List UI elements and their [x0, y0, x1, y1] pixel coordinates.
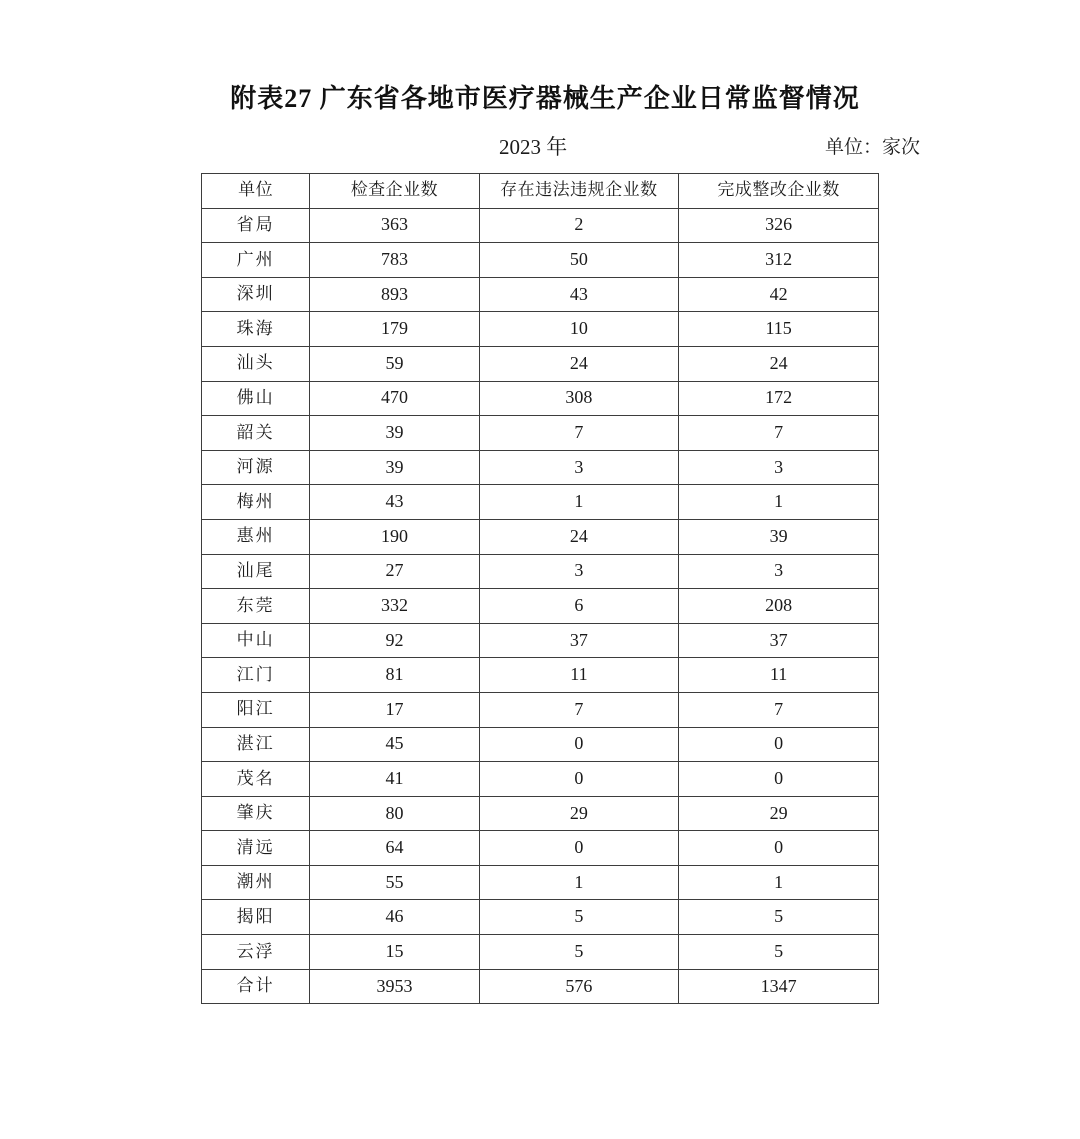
- cell-violations: 7: [479, 692, 679, 727]
- cell-unit: 阳江: [202, 692, 310, 727]
- cell-inspected: 39: [310, 450, 479, 485]
- supervision-table: [201, 173, 879, 1004]
- cell-inspected: 80: [310, 796, 479, 831]
- cell-rectified: 5: [679, 900, 879, 935]
- cell-violations: 11: [479, 658, 679, 693]
- cell-unit: 惠州: [202, 519, 310, 554]
- cell-unit: 云浮: [202, 935, 310, 970]
- cell-violations: 308: [479, 381, 679, 416]
- cell-rectified: 24: [679, 346, 879, 381]
- column-header-violations: 存在违法违规企业数: [479, 174, 679, 209]
- column-header-inspected: 检查企业数: [310, 174, 479, 209]
- cell-rectified: 7: [679, 416, 879, 451]
- cell-inspected: 92: [310, 623, 479, 658]
- table-row: [202, 519, 879, 554]
- table-row: [202, 243, 879, 278]
- cell-unit: 汕头: [202, 346, 310, 381]
- cell-unit: 省局: [202, 208, 310, 243]
- table-row: [202, 277, 879, 312]
- cell-unit: 潮州: [202, 865, 310, 900]
- cell-rectified: 3: [679, 554, 879, 589]
- cell-inspected: 783: [310, 243, 479, 278]
- cell-inspected: 43: [310, 485, 479, 520]
- unit-label: 单位：家次: [824, 137, 920, 158]
- cell-inspected: 363: [310, 208, 479, 243]
- cell-violations: 50: [479, 243, 679, 278]
- table-row: [202, 900, 879, 935]
- column-header-unit: 单位: [202, 174, 310, 209]
- table-total-row: [202, 969, 879, 1004]
- cell-rectified: 115: [679, 312, 879, 347]
- cell-unit: 韶关: [202, 416, 310, 451]
- cell-rectified: 326: [679, 208, 879, 243]
- cell-unit: 肇庆: [202, 796, 310, 831]
- table-header-row: [202, 174, 879, 209]
- cell-rectified: 5: [679, 935, 879, 970]
- table-row: [202, 208, 879, 243]
- cell-violations: 3: [479, 450, 679, 485]
- cell-rectified: 0: [679, 762, 879, 797]
- cell-unit: 茂名: [202, 762, 310, 797]
- table-row: [202, 692, 879, 727]
- cell-unit: 汕尾: [202, 554, 310, 589]
- year-label: 2023 年: [499, 135, 568, 159]
- cell-rectified: 7: [679, 692, 879, 727]
- cell-unit: 合计: [202, 969, 310, 1004]
- cell-inspected: 190: [310, 519, 479, 554]
- page-title: 附表27 广东省各地市医疗器械生产企业日常监督情况: [230, 84, 860, 113]
- cell-unit: 珠海: [202, 312, 310, 347]
- cell-violations: 43: [479, 277, 679, 312]
- cell-inspected: 17: [310, 692, 479, 727]
- cell-violations: 0: [479, 727, 679, 762]
- cell-violations: 576: [479, 969, 679, 1004]
- table-row: [202, 935, 879, 970]
- cell-inspected: 3953: [310, 969, 479, 1004]
- table-row: [202, 762, 879, 797]
- cell-violations: 3: [479, 554, 679, 589]
- cell-violations: 10: [479, 312, 679, 347]
- cell-rectified: 1: [679, 865, 879, 900]
- column-header-rectified: 完成整改企业数: [679, 174, 879, 209]
- cell-violations: 7: [479, 416, 679, 451]
- cell-violations: 37: [479, 623, 679, 658]
- cell-unit: 中山: [202, 623, 310, 658]
- cell-inspected: 45: [310, 727, 479, 762]
- cell-inspected: 15: [310, 935, 479, 970]
- cell-violations: 0: [479, 762, 679, 797]
- table-row: [202, 796, 879, 831]
- cell-inspected: 55: [310, 865, 479, 900]
- cell-rectified: 172: [679, 381, 879, 416]
- cell-inspected: 179: [310, 312, 479, 347]
- cell-unit: 河源: [202, 450, 310, 485]
- table-row: [202, 346, 879, 381]
- table-row: [202, 831, 879, 866]
- table-row: [202, 312, 879, 347]
- cell-rectified: 11: [679, 658, 879, 693]
- cell-unit: 清远: [202, 831, 310, 866]
- data-table-wrapper: [201, 173, 879, 1004]
- cell-rectified: 208: [679, 589, 879, 624]
- cell-inspected: 64: [310, 831, 479, 866]
- cell-violations: 29: [479, 796, 679, 831]
- cell-inspected: 81: [310, 658, 479, 693]
- cell-violations: 5: [479, 900, 679, 935]
- cell-inspected: 470: [310, 381, 479, 416]
- cell-inspected: 46: [310, 900, 479, 935]
- cell-violations: 24: [479, 519, 679, 554]
- cell-unit: 梅州: [202, 485, 310, 520]
- cell-unit: 深圳: [202, 277, 310, 312]
- cell-violations: 6: [479, 589, 679, 624]
- table-row: [202, 554, 879, 589]
- table-row: [202, 381, 879, 416]
- table-row: [202, 589, 879, 624]
- cell-inspected: 39: [310, 416, 479, 451]
- cell-rectified: 0: [679, 831, 879, 866]
- table-row: [202, 450, 879, 485]
- cell-rectified: 1347: [679, 969, 879, 1004]
- table-row: [202, 623, 879, 658]
- cell-rectified: 0: [679, 727, 879, 762]
- cell-inspected: 332: [310, 589, 479, 624]
- table-row: [202, 416, 879, 451]
- cell-unit: 江门: [202, 658, 310, 693]
- cell-inspected: 41: [310, 762, 479, 797]
- cell-inspected: 27: [310, 554, 479, 589]
- cell-violations: 0: [479, 831, 679, 866]
- cell-violations: 1: [479, 865, 679, 900]
- table-row: [202, 485, 879, 520]
- cell-unit: 广州: [202, 243, 310, 278]
- cell-violations: 2: [479, 208, 679, 243]
- title-subline: [190, 131, 920, 159]
- cell-rectified: 42: [679, 277, 879, 312]
- cell-inspected: 59: [310, 346, 479, 381]
- cell-rectified: 29: [679, 796, 879, 831]
- table-row: [202, 865, 879, 900]
- cell-rectified: 3: [679, 450, 879, 485]
- cell-unit: 东莞: [202, 589, 310, 624]
- table-row: [202, 727, 879, 762]
- cell-rectified: 1: [679, 485, 879, 520]
- cell-inspected: 893: [310, 277, 479, 312]
- cell-unit: 湛江: [202, 727, 310, 762]
- cell-rectified: 37: [679, 623, 879, 658]
- cell-violations: 5: [479, 935, 679, 970]
- cell-rectified: 39: [679, 519, 879, 554]
- table-row: [202, 658, 879, 693]
- cell-violations: 1: [479, 485, 679, 520]
- cell-unit: 佛山: [202, 381, 310, 416]
- cell-unit: 揭阳: [202, 900, 310, 935]
- document-page: [0, 78, 1080, 1139]
- cell-rectified: 312: [679, 243, 879, 278]
- cell-violations: 24: [479, 346, 679, 381]
